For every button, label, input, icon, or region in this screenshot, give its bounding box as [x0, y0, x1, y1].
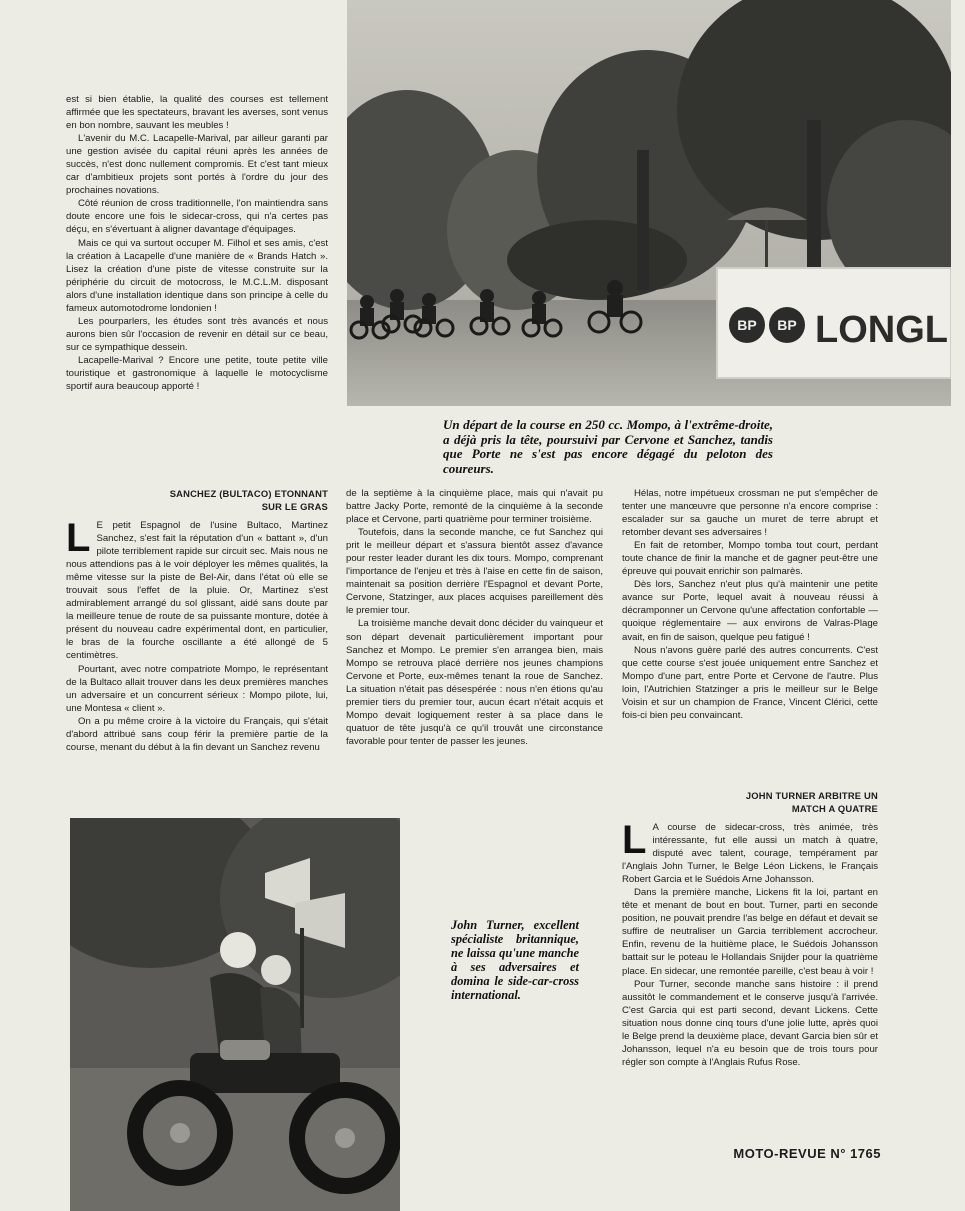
section1-paragraph: Dès lors, Sanchez n'eut plus qu'à maintenir une petite avance sur Porte, lequel avait à nouveau réussi à décramponner un Cervone qu'une affectation confortable — quoique réglementaire — aux environs de Valras-Plage avait, en fin de saison, quelque peu fatigué ! — [622, 579, 878, 643]
section1-paragraph: Pourtant, avec notre compatriote Mompo, le représentant de la Bultaco allait trouver dans les deux premières manches un adversaire et un concurrent sérieux : Mompo pilote, lui, une Montesa « client ». — [66, 663, 328, 714]
section2-heading-line2: MATCH A QUATRE — [791, 803, 878, 814]
section2-dropcap: L — [622, 818, 647, 862]
section1-dropcap: L — [66, 516, 91, 560]
section1-paragraph: On a pu même croire à la victoire du Français, qui s'était d'abord attribué sans coup férir la première partie de la course, menant du début à la fin devant un Sanchez revenu — [66, 715, 328, 753]
section2-paragraph: Pour Turner, seconde manche sans histoire : il prend aussitôt le commandement et le conserve jusqu'à l'arrivée. C'est Garcia qui est parti second, devant Lickens. Cette situation nous donne cinq tours d'une jolie lutte, après quoi le Belge prend la deuxième place, devant Garcia bien sûr et Johansson, lequel n'a eu besoin que de trois tours pour régler son compte à l'Anglais Rufus Rose. — [622, 978, 878, 1068]
sidecar-photo — [70, 818, 400, 1211]
bp-label: BP — [777, 317, 797, 333]
section2-paragraph: A course de sidecar-cross, très animée, très intéressante, fut elle aussi un match à quatre, disputé avec talent, courage, tempérament par l'Anglais John Turner, le Belge Léon Lickens, le Français Robert Garcia et le Suédois Arne Johansson. — [622, 822, 878, 886]
section1-column-2 — [346, 487, 603, 748]
intro-column — [66, 93, 328, 393]
section1-paragraph: Hélas, notre impétueux crossman ne put s'empêcher de tenter une manœuvre que personne n'a encore comprise : escalader sur sa gauche un muret de terre abrupt et retomber devant ses adversaires ! — [622, 488, 878, 539]
intro-paragraph: Mais ce qui va surtout occuper M. Filhol et ses amis, c'est la création à Lacapelle d'une manière de « Brands Hatch ». Lisez la création d'une piste de vitesse construite sur la périphérie du circuit de motocross, le M.C.L.M. disposant alors d'une installation identique dans son principe à celle du fameux automotodrome londonien ! — [66, 237, 328, 314]
section2-heading-line1: JOHN TURNER ARBITRE UN — [745, 790, 878, 801]
intro-paragraph: Les pourparlers, les études sont très avancés et nous aurons bien sûr l'occasion de revenir en détail sur ce beau, sur ce sympathique dessein. — [66, 315, 328, 353]
banner-text: LONGL — [815, 309, 948, 351]
section1-heading-line2: SUR LE GRAS — [261, 501, 328, 512]
sidecar-photo-image — [70, 818, 400, 1211]
race-start-photo — [347, 0, 951, 406]
page-footer: MOTO-REVUE N° 1765 — [733, 1146, 881, 1161]
section2-heading — [622, 789, 878, 815]
section2-paragraph: Dans la première manche, Lickens fit la loi, partant en tête et menant de bout en bout. Turner, parti en seconde position, ne pouvait prendre l'as belge en défaut et devait se suffire de neutraliser un Garcia terriblement accrocheur. Enfin, revenu de la huitième place, le Suédois Johansson battait sur le poteau le Hollandais Snijder pour la quatrième place. En sidecar, une remontée pareille, c'est beau à voir ! — [622, 887, 878, 977]
race-start-photo-image — [347, 0, 951, 406]
section1-column-1 — [66, 487, 328, 754]
intro-paragraph: L'avenir du M.C. Lacapelle-Marival, par ailleur garanti par une gestion avisée du capital réuni après les années de succès, n'est donc nullement compromis. Et c'est tant mieux car d'ambitieux projets sont portés à l'ordre du jour des prochaines novations. — [66, 133, 328, 197]
section1-paragraph: La troisième manche devait donc décider du vainqueur et son départ devenait particulièrement important pour Sanchez et Mompo. Le premier s'en arrangea bien, mais Mompo se retrouva placé derrière nos jeunes champions Cervone et Porte, eux-mêmes tenant la roue de Sanchez. La situation n'était pas désespérée : nous n'en étions qu'au premier tiers du premier tour, aucun écart n'était acquis et Mompo devait logiquement rester à sa place dans le quatuor de tête jusqu'à ce qu'il trouvât une circonstance favorable pour tenter de passer les jeunes. — [346, 618, 603, 747]
section1-paragraph: E petit Espagnol de l'usine Bultaco, Martinez Sanchez, s'est fait la réputation d'un « battant », d'un pilote terriblement rapide sur circuit sec. Mais nous ne nous attendions pas à le voir déployer les mêmes qualités, la même vitesse sur la piste de Bel-Air, dans l'état où elle se trouvait sous l'effet de la pluie. Or, Martinez s'est admirablement arrangé du sol glissant, aidé sans doute par la meilleure tenue de route de sa puissante monture, dotée à présent du nouveau cadre expérimental dont, en particulier, le bras de la fourche oscillante a été allongé de 5 centimètres. — [66, 520, 328, 662]
section1-heading-line1: SANCHEZ (BULTACO) ETONNANT — [169, 488, 328, 499]
section2-column — [622, 789, 878, 1069]
race-start-caption: Un départ de la course en 250 cc. Mompo, à l'extrême-droite, a déjà pris la tête, poursuivi par Cervone et Sanchez, tandis que Porte ne s'est pas encore dégagé du peloton des coureurs. — [443, 417, 773, 476]
intro-paragraph: est si bien établie, la qualité des courses est tellement affirmée que les spectateurs, bravant les averses, sont venus en bon nombre, sauvant les meubles ! — [66, 94, 328, 132]
bp-label: BP — [737, 317, 757, 333]
section1-paragraph: Nous n'avons guère parlé des autres concurrents. C'est que cette course s'est jouée uniquement entre Sanchez et Mompo d'une part, entre Porte et Cervone de l'autre. Plus loin, l'Autrichien Statzinger a pris le meilleur sur le Belge Voisin et sur un champion de France, Vincent Clérici, cette fois-ci bien peu convaincant. — [622, 644, 878, 721]
section1-paragraph: Toutefois, dans la seconde manche, ce fut Sanchez qui prit le meilleur départ et s'assura bientôt assez d'avance pour rester leader durant les dix tours. Mompo, comprenant l'importance de l'enjeu et très à l'aise en cette fin de saison, maintenait sa position derrière l'Espagnol et devant Porte, Cervone, Statzinger, aux places acquises pareillement dès le premier tour. — [346, 527, 603, 617]
section1-column-3 — [622, 487, 878, 722]
section1-heading — [66, 487, 328, 513]
section1-paragraph: de la septième à la cinquième place, mais qui n'avait pu battre Jacky Porte, remonté de la cinquième à la seconde place et Cervone, parti quatrième pour terminer troisième. — [346, 488, 603, 526]
sidecar-caption: John Turner, excellent spécialiste britannique, ne laissa qu'une manche à ses adversaires et domina le side-car-cross international. — [451, 918, 579, 1002]
intro-paragraph: Lacapelle-Marival ? Encore une petite, toute petite ville touristique et gastronomique à laquelle le motocyclisme sportif aura beaucoup apporté ! — [66, 354, 328, 393]
intro-paragraph: Côté réunion de cross traditionnelle, l'on maintiendra sans doute encore une fois le sidecar-cross, qui n'a certes pas déçu, en s'évertuant à aligner davantage d'équipages. — [66, 198, 328, 236]
section1-paragraph: En fait de retomber, Mompo tomba tout court, perdant toute chance de finir la manche et de gagner peut-être une épreuve qui pouvait enrichir son palmarès. — [622, 540, 878, 578]
